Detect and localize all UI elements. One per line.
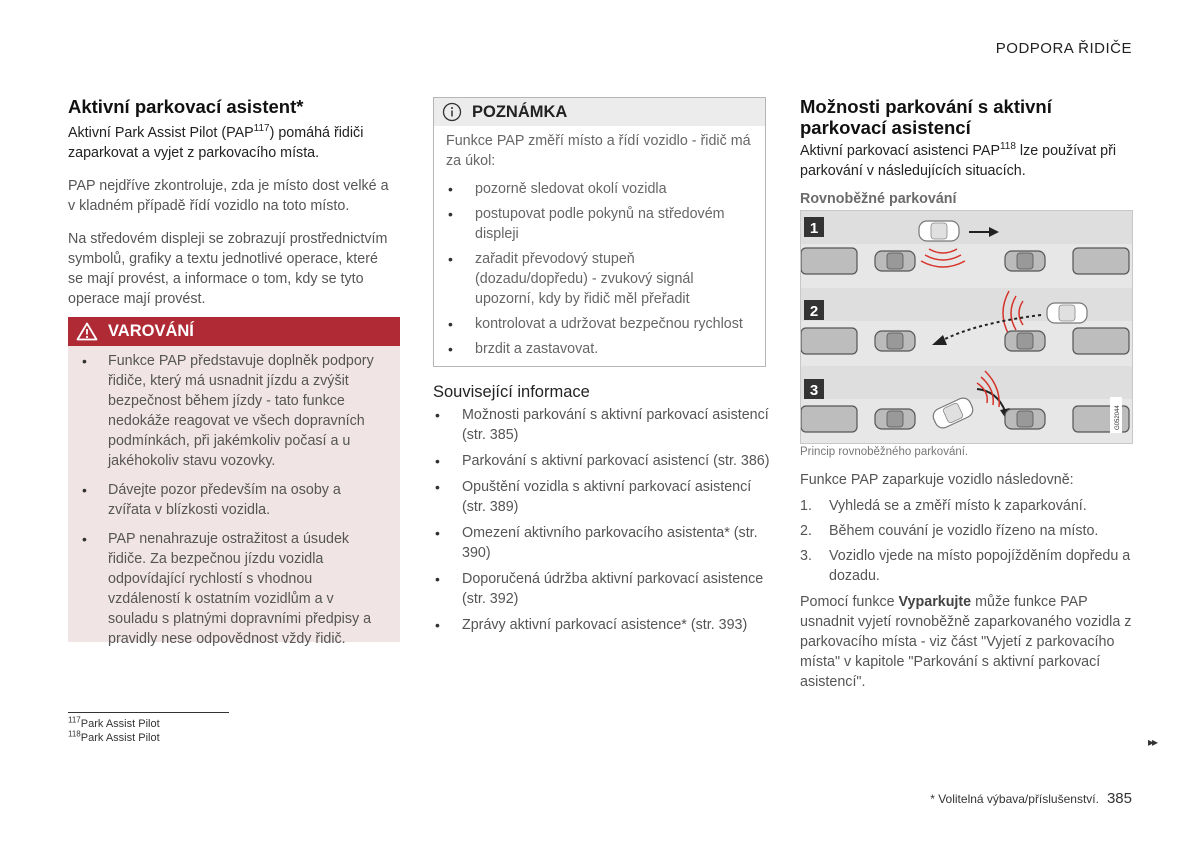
related-link[interactable]: • Doporučená údržba aktivní parkovací asistence (str. 392)	[433, 569, 773, 609]
figure-code: G052044	[1115, 405, 1121, 430]
related-link[interactable]: • Možnosti parkování s aktivní parkovací asistencí (str. 385)	[433, 405, 773, 445]
list-item: • Funkce PAP představuje doplněk podpory řidiče, který má usnadnit jízdu a zvýšit bezpečnost během jízdy - tato funkce nedokáže reagovat ve všech dopravních podmínkách, při jakémkoliv počasí a u jakéhokoliv stavu vozovky.	[68, 351, 400, 471]
note-header	[434, 98, 765, 126]
column-1	[68, 96, 394, 309]
figure-caption: Princip rovnoběžného parkování.	[800, 446, 969, 458]
intro-paragraph: Aktivní Park Assist Pilot (PAP$^{117}$) pomáhá řidiči zaparkovat a vyjet z parkovacího místa.	[68, 123, 364, 161]
related-link[interactable]: • Omezení aktivního parkovacího asistenta* (str. 390)	[433, 523, 773, 563]
warning-title: VAROVÁNÍ	[108, 322, 194, 340]
note-box	[433, 97, 766, 367]
related-link[interactable]: • Zprávy aktivní parkovací asistence* (str. 393)	[433, 615, 773, 635]
section-heading: Možnosti parkování s aktivní parkovací asistencí	[800, 96, 1052, 138]
step-item: 2. Během couvání je vozidlo řízeno na místo.	[800, 523, 1099, 539]
list-item: • postupovat podle pokynů na středovém displeji	[434, 204, 765, 244]
info-icon	[442, 102, 462, 122]
warning-triangle-icon	[76, 322, 98, 341]
list-item: • brzdit a zastavovat.	[434, 339, 765, 359]
continue-arrows-icon: ▸▸	[1148, 735, 1157, 749]
list-item: • Dávejte pozor především na osoby a zvířata v blízkosti vozidla.	[68, 480, 400, 520]
footer-note: * Volitelná výbava/příslušenství.	[930, 792, 1099, 806]
footnote-ref: 118	[999, 141, 1016, 153]
parking-illustration	[800, 210, 1133, 444]
step-label: 2	[809, 303, 819, 320]
page-footer	[930, 790, 1132, 807]
note-text: Funkce PAP změří místo a řídí vozidlo - řidič má za úkol:	[446, 133, 751, 169]
procedure-intro: Funkce PAP zaparkuje vozidlo následovně:	[800, 472, 1074, 488]
function-name: Vyparkujte	[898, 594, 972, 610]
section-header: PODPORA ŘIDIČE	[995, 40, 1132, 57]
warning-box	[68, 317, 400, 647]
subheading: Rovnoběžné parkování	[800, 191, 957, 207]
page-number: 385	[1106, 790, 1132, 807]
related-heading: Související informace	[433, 383, 590, 401]
note-title: POZNÁMKA	[472, 102, 568, 121]
section-heading: Aktivní parkovací asistent*	[68, 96, 304, 117]
related-info	[433, 383, 773, 641]
paragraph: PAP nejdříve zkontroluje, zda je místo dost velké a v kladném případě řídí vozidlo na toto místo.	[68, 178, 389, 214]
intro-paragraph: Aktivní parkovací asistenci PAP$^{118}$ lze používat při parkování v následujících situacích.	[800, 141, 1117, 179]
step-item: 1. Vyhledá se a změří místo k zaparkování.	[800, 498, 1087, 514]
warning-header	[68, 317, 400, 346]
list-item: • kontrolovat a udržovat bezpečnou rychlost	[434, 314, 765, 334]
column-3	[800, 96, 1135, 207]
closing-paragraph: Pomocí funkce Vyparkujte může funkce PAP usnadnit vyjetí rovnoběžně zaparkovaného vozidla z parkovacího místa - viz část "Vyjetí z parkovacího místa" v kapitole "Parkování s aktivní parkovací asistencí".	[800, 594, 1132, 690]
parallel-parking-diagram	[801, 211, 1132, 443]
step-label: 3	[809, 382, 819, 399]
step-item: 3. Vozidlo vjede na místo popojížděním dopředu a dozadu.	[800, 548, 1131, 584]
footnote: $^{117}$Park Assist Pilot	[68, 715, 160, 730]
related-link[interactable]: • Opuštění vozidla s aktivní parkovací asistencí (str. 389)	[433, 477, 773, 517]
footnote-divider	[68, 712, 229, 713]
procedure	[800, 470, 1135, 692]
list-item: • PAP nenahrazuje ostražitost a úsudek řidiče. Za bezpečnou jízdu vozidla odpovídající rychlostí s vhodnou vzdáleností k ostatním vozidlům a v souladu s platnými dopravními předpisy a pravidly nese odpovědnost vždy řidič.	[68, 529, 400, 649]
footnote: $^{118}$Park Assist Pilot	[68, 729, 160, 744]
paragraph: Na středovém displeji se zobrazují prostřednictvím symbolů, grafiky a textu jednotlivé operace, které se mají provést, a informace o tom, kdy se tyto operace mají provést.	[68, 231, 388, 307]
related-link[interactable]: • Parkování s aktivní parkovací asistencí (str. 386)	[433, 451, 773, 471]
list-item: • zařadit převodový stupeň (dozadu/dopředu) - zvukový signál upozorní, kdy by řidič měl přeřadit	[434, 249, 765, 309]
footnote-ref: 117	[253, 123, 270, 135]
list-item: • pozorně sledovat okolí vozidla	[434, 179, 765, 199]
step-label: 1	[809, 220, 819, 237]
